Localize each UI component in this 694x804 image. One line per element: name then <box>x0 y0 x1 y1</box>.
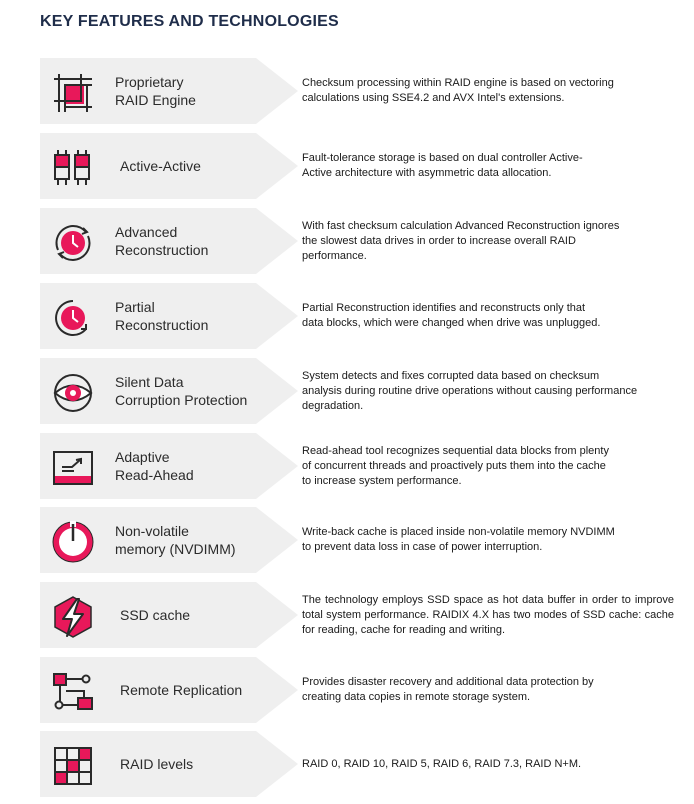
feature-description: Provides disaster recovery and additional data protection by creating data copies in remote storage system. <box>302 676 594 703</box>
feature-label: RAID levels <box>120 756 194 772</box>
feature-label: Advanced Reconstruction <box>115 224 209 258</box>
feature-row-active-active <box>40 133 680 199</box>
feature-label: Partial Reconstruction <box>115 299 209 333</box>
feature-row-partial-reconstruction <box>40 283 680 349</box>
feature-row-raid-levels <box>40 731 680 797</box>
feature-label: Silent Data Corruption Protection <box>115 374 248 408</box>
feature-label: Active-Active <box>120 158 201 174</box>
power-icon <box>50 519 96 565</box>
raid-engine-icon <box>50 70 96 116</box>
page-title: KEY FEATURES AND TECHNOLOGIES <box>40 13 339 30</box>
feature-description: Write-back cache is placed inside non-volatile memory NVDIMM to prevent data loss in case of power interruption. <box>302 526 615 553</box>
feature-row-ssd-cache <box>40 582 680 648</box>
feature-label: SSD cache <box>120 607 191 623</box>
feature-row-raid-engine <box>40 58 680 124</box>
advanced-reconstruction-icon <box>50 220 96 266</box>
feature-panel <box>40 358 298 424</box>
feature-description: Read-ahead tool recognizes sequential data blocks from plenty of concurrent threads and proactively puts them into the cache to increase system performance. <box>302 444 609 487</box>
read-ahead-icon <box>50 445 96 491</box>
feature-panel <box>40 657 298 723</box>
feature-panel <box>40 58 298 124</box>
active-active-icon <box>50 145 96 191</box>
feature-description: Checksum processing within RAID engine is based on vectoring calculations using SSE4.2 and AVX Intel's extensions. <box>302 77 614 104</box>
feature-label: Proprietary RAID Engine <box>115 74 196 108</box>
feature-panel <box>40 208 298 274</box>
feature-description: The technology employs SSD space as hot data buffer in order to improve total system performance. RAIDIX 4.X has two modes of SSD cache: cache for reading, cache for reading and writing. <box>302 593 674 636</box>
lightning-icon <box>50 594 96 640</box>
feature-panel <box>40 507 298 573</box>
raid-levels-icon <box>50 743 96 789</box>
feature-row-advanced-reconstruction <box>40 208 680 274</box>
eye-icon <box>50 370 96 416</box>
feature-label: Non-volatile memory (NVDIMM) <box>115 523 236 557</box>
feature-row-silent-data-corruption <box>40 358 680 424</box>
feature-panel <box>40 731 298 797</box>
feature-label: Adaptive Read-Ahead <box>115 449 194 483</box>
partial-reconstruction-icon <box>50 295 96 341</box>
feature-panel <box>40 133 298 199</box>
feature-panel <box>40 283 298 349</box>
feature-description: System detects and fixes corrupted data based on checksum analysis during routine drive operations without causing performance degradation. <box>302 369 638 412</box>
feature-row-remote-replication <box>40 657 680 723</box>
feature-description: Fault-tolerance storage is based on dual controller Active- Active architecture with asymmetric data allocation. <box>302 152 583 179</box>
feature-panel <box>40 433 298 499</box>
feature-description: With fast checksum calculation Advanced Reconstruction ignores the slowest data drives in order to increase overall RAID performance. <box>302 219 620 262</box>
feature-description: RAID 0, RAID 10, RAID 5, RAID 6, RAID 7.3, RAID N+M. <box>302 757 582 770</box>
feature-row-adaptive-read-ahead <box>40 433 680 499</box>
feature-description: Partial Reconstruction identifies and reconstructs only that data blocks, which were changed when drive was unplugged. <box>302 302 601 329</box>
feature-panel <box>40 582 298 648</box>
replication-icon <box>50 669 96 715</box>
feature-label: Remote Replication <box>120 682 243 698</box>
feature-row-nvdimm <box>40 507 680 573</box>
